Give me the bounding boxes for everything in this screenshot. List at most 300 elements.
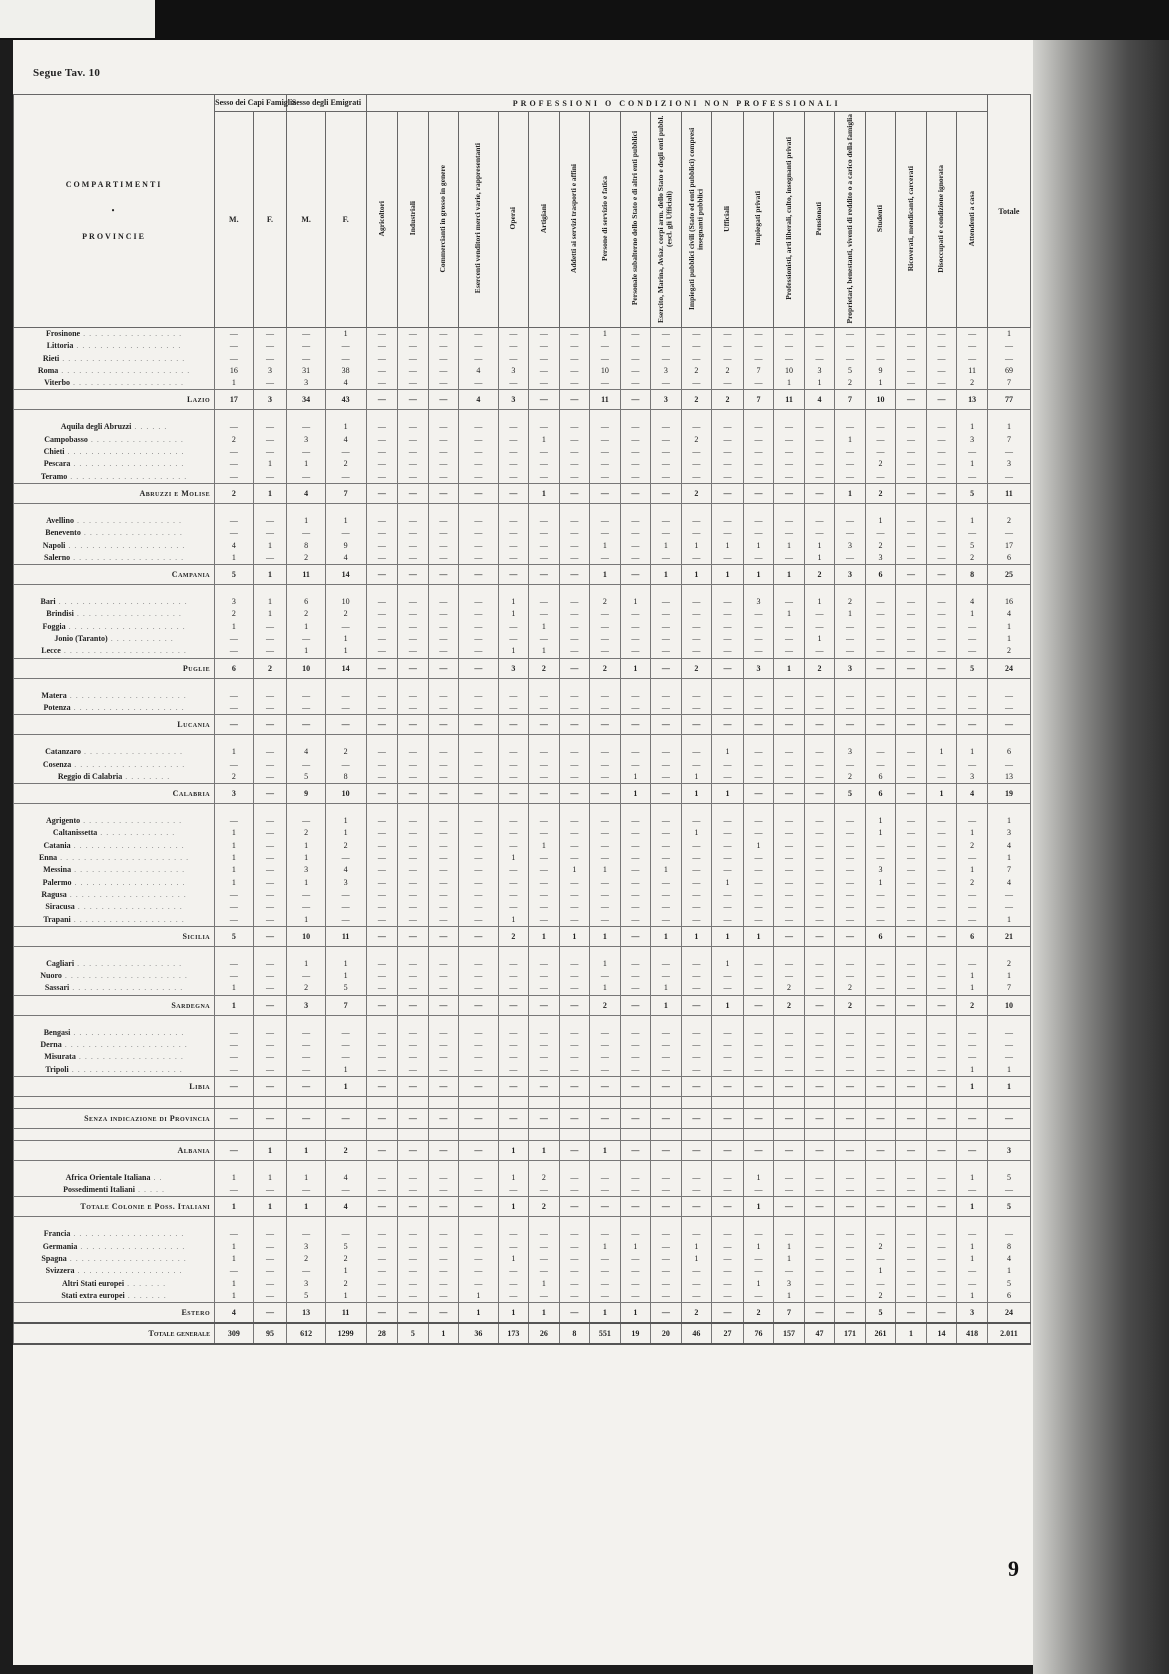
data-cell: —: [835, 864, 866, 876]
data-cell: —: [590, 1027, 621, 1039]
data-cell: —: [926, 621, 957, 633]
profession-header: [559, 112, 590, 328]
data-cell: —: [620, 421, 651, 433]
spacer-cell: [712, 585, 744, 597]
data-cell: —: [398, 527, 429, 539]
data-cell: —: [865, 1253, 896, 1265]
data-cell: —: [366, 759, 398, 771]
data-cell: —: [428, 446, 459, 458]
data-cell: —: [804, 421, 835, 433]
data-cell: —: [253, 864, 287, 876]
data-cell: 2: [590, 995, 621, 1015]
data-cell: —: [590, 446, 621, 458]
data-cell: —: [743, 633, 774, 645]
data-cell: —: [559, 658, 590, 678]
data-cell: —: [529, 421, 560, 433]
spacer-cell: [398, 804, 429, 816]
data-cell: —: [366, 608, 398, 620]
spacer-cell: [398, 678, 429, 690]
row-name: [14, 515, 215, 527]
row-name-text: Totale Colonie e Poss. Italiani: [80, 1202, 211, 1212]
leader-dots: . . . . . . . . . . . . . . . . . . . .: [66, 1254, 187, 1264]
data-cell: —: [620, 365, 651, 377]
data-cell: 3: [835, 540, 866, 552]
data-cell: 7: [987, 434, 1030, 446]
data-cell: —: [325, 353, 366, 365]
data-cell: —: [498, 759, 529, 771]
data-cell: —: [398, 1278, 429, 1290]
data-cell: 2: [325, 840, 366, 852]
data-cell: —: [590, 421, 621, 433]
data-cell: —: [253, 633, 287, 645]
data-cell: —: [559, 840, 590, 852]
data-cell: —: [498, 1265, 529, 1277]
data-cell: —: [896, 827, 927, 839]
data-cell: —: [459, 771, 499, 784]
data-cell: —: [804, 608, 835, 620]
row-name: [14, 390, 215, 410]
data-cell: —: [559, 483, 590, 503]
data-cell: 1: [957, 458, 988, 470]
data-cell: —: [743, 446, 774, 458]
data-cell: —: [804, 483, 835, 503]
data-cell: 43: [325, 390, 366, 410]
data-cell: 10: [590, 365, 621, 377]
data-cell: —: [398, 645, 429, 658]
data-cell: —: [398, 852, 429, 864]
spacer-cell: [712, 678, 744, 690]
table-row: [14, 1265, 1031, 1277]
row-name: [14, 1184, 215, 1197]
data-cell: —: [712, 1027, 744, 1039]
data-cell: —: [287, 1108, 325, 1128]
data-cell: —: [459, 353, 499, 365]
data-cell: 1: [804, 377, 835, 390]
data-cell: —: [926, 1303, 957, 1324]
data-cell: —: [398, 827, 429, 839]
data-cell: 1: [651, 995, 682, 1015]
data-cell: —: [590, 702, 621, 715]
spacer-cell: [325, 735, 366, 747]
data-cell: —: [398, 552, 429, 565]
data-cell: —: [398, 365, 429, 377]
data-cell: —: [253, 771, 287, 784]
data-cell: —: [459, 864, 499, 876]
data-cell: 7: [743, 390, 774, 410]
data-cell: —: [253, 901, 287, 913]
subtotal-row: [14, 1303, 1031, 1324]
data-cell: —: [215, 633, 253, 645]
data-cell: 3: [651, 390, 682, 410]
data-cell: —: [559, 365, 590, 377]
spacer-cell: [559, 678, 590, 690]
data-cell: 1: [215, 1290, 253, 1303]
spacer-cell: [428, 804, 459, 816]
data-cell: 1: [865, 515, 896, 527]
spacer-cell: [681, 410, 712, 422]
data-cell: 1: [835, 608, 866, 620]
data-cell: 1: [529, 434, 560, 446]
data-cell: 1: [712, 540, 744, 552]
data-cell: —: [428, 328, 459, 341]
data-cell: 2: [804, 565, 835, 585]
data-cell: —: [774, 901, 805, 913]
data-cell: —: [253, 746, 287, 758]
row-name: [14, 877, 215, 889]
data-cell: —: [215, 446, 253, 458]
data-cell: —: [498, 446, 529, 458]
data-cell: —: [498, 421, 529, 433]
spacer-cell: [835, 1128, 866, 1140]
data-cell: —: [835, 1228, 866, 1240]
profession-label: Disoccupati e condizione ignorata: [936, 164, 946, 273]
data-cell: —: [957, 328, 988, 341]
data-cell: 1: [287, 515, 325, 527]
spacer-cell: [743, 1096, 774, 1108]
subtotal-row: [14, 483, 1031, 503]
data-cell: —: [835, 1051, 866, 1063]
data-cell: —: [681, 353, 712, 365]
data-cell: —: [559, 1172, 590, 1184]
data-cell: —: [957, 958, 988, 970]
data-cell: —: [215, 1064, 253, 1077]
data-cell: —: [712, 1197, 744, 1217]
data-cell: —: [590, 645, 621, 658]
spacer-cell: [774, 735, 805, 747]
profession-header: [957, 112, 988, 328]
data-cell: —: [559, 565, 590, 585]
data-cell: —: [896, 353, 927, 365]
data-cell: 2: [287, 827, 325, 839]
spacer-row: [14, 678, 1031, 690]
data-cell: —: [215, 1076, 253, 1096]
data-cell: —: [498, 1184, 529, 1197]
data-cell: —: [957, 901, 988, 913]
data-cell: —: [743, 864, 774, 876]
spacer-cell: [865, 1160, 896, 1172]
data-cell: —: [590, 1278, 621, 1290]
data-cell: —: [926, 446, 957, 458]
data-cell: —: [559, 784, 590, 804]
data-cell: 1: [957, 608, 988, 620]
data-cell: —: [559, 914, 590, 927]
spacer-cell: [926, 678, 957, 690]
leader-dots: . . . . . . .: [124, 1278, 167, 1288]
data-cell: —: [459, 1108, 499, 1128]
data-cell: —: [325, 690, 366, 702]
data-cell: —: [712, 852, 744, 864]
data-cell: —: [366, 1172, 398, 1184]
data-cell: —: [287, 1265, 325, 1277]
data-cell: —: [253, 690, 287, 702]
data-cell: 1: [957, 1197, 988, 1217]
leader-dots: . . . . . . . . . . . . . . . . . . .: [71, 877, 186, 887]
data-cell: —: [743, 1108, 774, 1128]
data-cell: —: [428, 608, 459, 620]
data-cell: —: [559, 1265, 590, 1277]
data-cell: —: [590, 1184, 621, 1197]
data-cell: —: [712, 1290, 744, 1303]
data-cell: —: [559, 982, 590, 995]
data-cell: —: [926, 608, 957, 620]
data-cell: —: [774, 827, 805, 839]
data-cell: 8: [987, 1241, 1030, 1253]
data-cell: —: [529, 596, 560, 608]
spacer-row: [14, 1217, 1031, 1229]
spacer-row: [14, 1096, 1031, 1108]
data-cell: —: [926, 771, 957, 784]
data-cell: —: [366, 901, 398, 913]
data-cell: —: [428, 421, 459, 433]
data-cell: —: [926, 377, 957, 390]
data-cell: 2: [835, 377, 866, 390]
data-cell: —: [366, 784, 398, 804]
profession-label: Personale subalterno dello Stato e di altri enti pubblici: [630, 131, 640, 306]
data-cell: —: [743, 353, 774, 365]
spacer-cell: [428, 503, 459, 515]
data-cell: —: [398, 1241, 429, 1253]
spacer-cell: [559, 410, 590, 422]
data-cell: 2: [325, 608, 366, 620]
data-cell: 173: [498, 1323, 529, 1344]
data-cell: —: [428, 995, 459, 1015]
data-cell: —: [743, 914, 774, 927]
data-cell: —: [743, 852, 774, 864]
spacer-cell: [428, 735, 459, 747]
data-cell: —: [590, 483, 621, 503]
spacer-cell: [896, 804, 927, 816]
data-cell: —: [459, 608, 499, 620]
data-cell: —: [957, 1039, 988, 1051]
data-cell: —: [398, 483, 429, 503]
data-cell: —: [957, 852, 988, 864]
data-cell: —: [559, 1140, 590, 1160]
data-cell: 3: [253, 365, 287, 377]
data-cell: —: [428, 840, 459, 852]
row-name: [14, 840, 215, 852]
spacer-cell: [215, 585, 253, 597]
data-cell: —: [590, 827, 621, 839]
data-cell: —: [774, 458, 805, 470]
data-cell: —: [681, 1140, 712, 1160]
leader-dots: . . . . . . . . . . . . . . . . .: [80, 816, 183, 826]
spacer-cell: [529, 585, 560, 597]
leader-dots: . . . . . . . .: [122, 771, 171, 781]
data-cell: 13: [287, 1303, 325, 1324]
spacer-cell: [398, 1015, 429, 1027]
spacer-cell: [957, 503, 988, 515]
data-cell: —: [743, 471, 774, 484]
data-cell: —: [681, 840, 712, 852]
spacer-cell: [253, 503, 287, 515]
data-cell: —: [559, 1027, 590, 1039]
data-cell: —: [957, 633, 988, 645]
data-cell: 2: [835, 982, 866, 995]
data-cell: 2: [681, 1303, 712, 1324]
spacer-cell: [712, 735, 744, 747]
data-cell: —: [559, 690, 590, 702]
data-cell: 6: [987, 746, 1030, 758]
spacer-cell: [712, 410, 744, 422]
spacer-cell: [651, 1015, 682, 1027]
data-cell: 1: [459, 1303, 499, 1324]
data-cell: —: [215, 1228, 253, 1240]
data-cell: —: [459, 1172, 499, 1184]
data-cell: —: [743, 1253, 774, 1265]
spacer-cell: [865, 804, 896, 816]
data-cell: 3: [287, 377, 325, 390]
leader-dots: . . . . . . . . . . . . . . . . .: [80, 747, 183, 757]
spacer-cell: [712, 946, 744, 958]
data-cell: —: [366, 421, 398, 433]
spacer-cell: [366, 503, 398, 515]
leader-dots: . . . . . . . . . . . . . . . . . . .: [70, 1229, 185, 1239]
spacer-cell: [590, 1128, 621, 1140]
data-cell: —: [774, 690, 805, 702]
spacer-cell: [498, 503, 529, 515]
data-cell: —: [253, 784, 287, 804]
data-cell: —: [459, 1051, 499, 1063]
data-cell: —: [651, 658, 682, 678]
subtotal-row: [14, 565, 1031, 585]
spacer-cell: [957, 1096, 988, 1108]
data-cell: —: [398, 784, 429, 804]
data-cell: —: [590, 527, 621, 539]
data-cell: 1: [215, 1278, 253, 1290]
spacer-cell: [14, 678, 215, 690]
data-cell: —: [835, 926, 866, 946]
data-cell: —: [459, 552, 499, 565]
spacer-cell: [926, 735, 957, 747]
profession-header: [681, 112, 712, 328]
row-name: [14, 914, 215, 927]
row-name: [14, 889, 215, 901]
data-cell: —: [620, 1228, 651, 1240]
data-cell: 1: [287, 645, 325, 658]
data-cell: —: [398, 746, 429, 758]
data-cell: 3: [743, 596, 774, 608]
data-cell: —: [253, 353, 287, 365]
leader-dots: . . . . . .: [131, 422, 168, 432]
data-cell: —: [529, 995, 560, 1015]
data-cell: —: [398, 1265, 429, 1277]
data-cell: 1: [529, 483, 560, 503]
data-cell: 3: [957, 434, 988, 446]
data-cell: 2: [774, 995, 805, 1015]
data-cell: —: [712, 434, 744, 446]
data-cell: —: [529, 1076, 560, 1096]
data-cell: —: [926, 1253, 957, 1265]
data-cell: 1: [529, 1278, 560, 1290]
data-cell: 7: [987, 982, 1030, 995]
data-cell: 2: [325, 458, 366, 470]
data-cell: —: [987, 1184, 1030, 1197]
spacer-cell: [987, 946, 1030, 958]
data-cell: —: [398, 982, 429, 995]
data-cell: —: [325, 901, 366, 913]
data-cell: —: [712, 515, 744, 527]
data-cell: —: [743, 1265, 774, 1277]
data-cell: —: [428, 1051, 459, 1063]
data-cell: —: [253, 970, 287, 982]
data-cell: —: [804, 1027, 835, 1039]
row-name: [14, 1140, 215, 1160]
data-cell: —: [651, 1140, 682, 1160]
document-page: [13, 40, 1033, 1665]
spacer-cell: [804, 1217, 835, 1229]
data-cell: 2: [215, 771, 253, 784]
leader-dots: . . . . . . . . . . . . .: [97, 828, 176, 838]
data-cell: —: [398, 390, 429, 410]
spacer-cell: [428, 410, 459, 422]
spacer-cell: [366, 1160, 398, 1172]
data-cell: —: [459, 877, 499, 889]
data-cell: —: [712, 914, 744, 927]
data-cell: 1: [896, 1323, 927, 1344]
data-cell: 6: [957, 926, 988, 946]
spacer-cell: [620, 1128, 651, 1140]
row-name-text: Possedimenti Italiani: [63, 1185, 135, 1195]
data-cell: —: [325, 340, 366, 352]
data-cell: —: [774, 1140, 805, 1160]
data-cell: —: [529, 1184, 560, 1197]
data-cell: 9: [865, 365, 896, 377]
leader-dots: . . . . . . . . . . . . . . . . . . .: [70, 378, 185, 388]
data-cell: —: [835, 1290, 866, 1303]
data-cell: —: [398, 421, 429, 433]
data-cell: —: [287, 328, 325, 341]
leader-dots: . . . . . . . . . . . . . . . .: [87, 434, 184, 444]
data-cell: 31: [287, 365, 325, 377]
data-cell: —: [590, 1076, 621, 1096]
data-cell: —: [651, 784, 682, 804]
spacer-cell: [957, 410, 988, 422]
data-cell: —: [712, 1076, 744, 1096]
leader-dots: . . . . . . . . . . . . . . . . . .: [77, 1241, 186, 1251]
data-cell: —: [559, 458, 590, 470]
profession-header: [428, 112, 459, 328]
table-row: [14, 759, 1031, 771]
data-cell: —: [529, 759, 560, 771]
data-cell: 1: [651, 540, 682, 552]
profession-header: [651, 112, 682, 328]
data-cell: 27: [712, 1323, 744, 1344]
spacer-cell: [743, 503, 774, 515]
data-cell: 1: [590, 1241, 621, 1253]
data-cell: —: [865, 1228, 896, 1240]
data-cell: —: [896, 815, 927, 827]
data-cell: 11: [287, 565, 325, 585]
data-cell: —: [428, 926, 459, 946]
data-cell: —: [559, 759, 590, 771]
data-cell: —: [681, 889, 712, 901]
data-cell: —: [926, 1064, 957, 1077]
data-cell: —: [712, 377, 744, 390]
data-cell: —: [896, 702, 927, 715]
data-cell: —: [459, 690, 499, 702]
table-row: [14, 1253, 1031, 1265]
data-cell: —: [287, 1027, 325, 1039]
data-cell: —: [529, 784, 560, 804]
data-cell: —: [681, 877, 712, 889]
data-cell: 1: [712, 784, 744, 804]
data-cell: —: [896, 715, 927, 735]
row-name-text: Napoli: [42, 540, 66, 550]
spacer-cell: [590, 804, 621, 816]
data-cell: —: [215, 1265, 253, 1277]
data-cell: 4: [987, 840, 1030, 852]
data-cell: 4: [325, 1172, 366, 1184]
